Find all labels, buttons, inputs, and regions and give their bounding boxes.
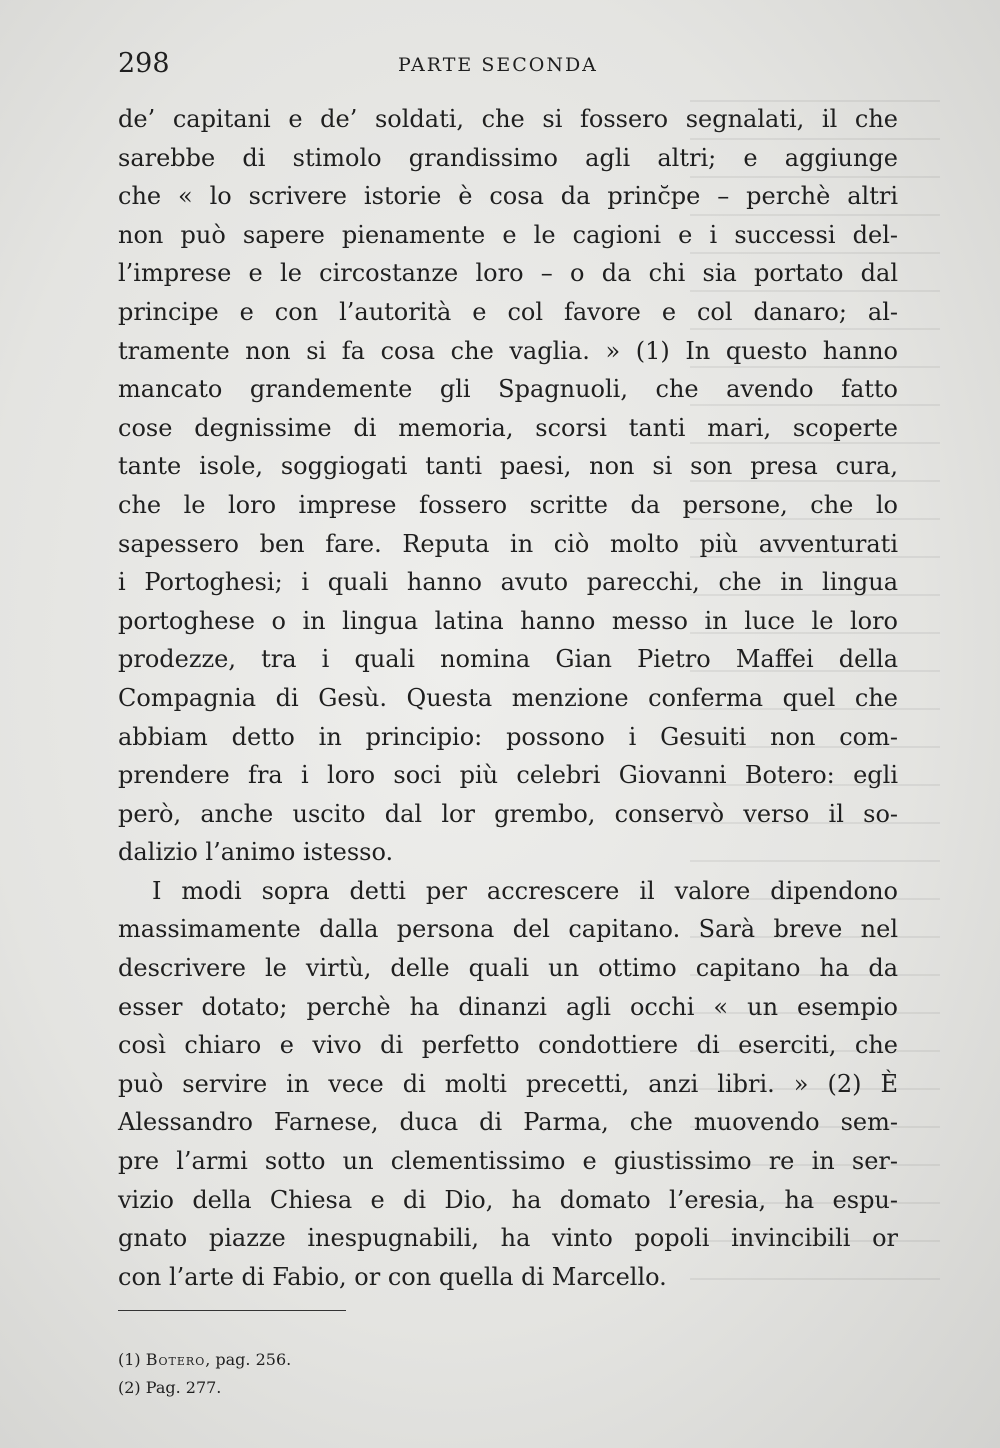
text-line: può servire in vece di molti precetti, anzi libri. » (2) È bbox=[118, 1069, 898, 1098]
body-text bbox=[118, 100, 898, 1296]
page-number: 298 bbox=[118, 48, 170, 79]
footnote-text: Pag. 277. bbox=[145, 1378, 222, 1397]
text-line: non può sapere pienamente e le cagioni e i successi del- bbox=[118, 220, 898, 249]
text-line: prodezze, tra i quali nomina Gian Pietro Maffei della bbox=[118, 645, 898, 674]
text-line: tante isole, soggiogati tanti paesi, non si son presa cura, bbox=[118, 452, 898, 481]
footnote-marker: (2) bbox=[118, 1378, 141, 1397]
footnote-text: , pag. 256. bbox=[205, 1350, 292, 1369]
text-line: così chiaro e vivo di perfetto condottiere di eserciti, che bbox=[118, 1031, 898, 1060]
text-line: l’imprese e le circostanze loro – o da chi sia portato dal bbox=[118, 259, 898, 288]
paragraph-start-line: I modi sopra detti per accrescere il valore dipendono bbox=[152, 876, 898, 905]
text-line: de’ capitani e de’ soldati, che si fossero segnalati, il che bbox=[118, 105, 898, 133]
footnote-marker: (1) bbox=[118, 1350, 141, 1369]
text-line: che le loro imprese fossero scritte da persone, che lo bbox=[118, 490, 898, 519]
text-line: vizio della Chiesa e di Dio, ha domato l’eresia, ha espu- bbox=[118, 1185, 898, 1214]
text-line: prendere fra i loro soci più celebri Giovanni Botero: egli bbox=[118, 761, 898, 790]
running-head: PARTE SECONDA bbox=[398, 54, 598, 76]
text-line: principe e con l’autorità e col favore e col danaro; al- bbox=[118, 297, 898, 326]
text-line: però, anche uscito dal lor grembo, conservò verso il so- bbox=[118, 799, 898, 828]
text-line: Compagnia di Gesù. Questa menzione conferma quel che bbox=[118, 683, 898, 712]
footnote-author: Botero bbox=[145, 1350, 206, 1369]
footnotes bbox=[118, 1346, 718, 1402]
text-line: descrivere le virtù, delle quali un ottimo capitano ha da bbox=[118, 954, 898, 983]
text-line: esser dotato; perchè ha dinanzi agli occhi « un esempio bbox=[118, 992, 898, 1021]
text-line: Alessandro Farnese, duca di Parma, che muovendo sem- bbox=[118, 1108, 898, 1137]
footnote-2 bbox=[118, 1374, 718, 1402]
text-line: sapessero ben fare. Reputa in ciò molto più avventurati bbox=[118, 529, 898, 558]
text-line: con l’arte di Fabio, or con quella di Marcello. bbox=[118, 1262, 667, 1291]
text-line: cose degnissime di memoria, scorsi tanti mari, scoperte bbox=[118, 413, 898, 442]
text-line: mancato grandemente gli Spagnuoli, che avendo fatto bbox=[118, 375, 898, 404]
text-line: che « lo scrivere istorie è cosa da princ̆pe – perchè altri bbox=[118, 182, 898, 211]
text-line: dalizio l’animo istesso. bbox=[118, 838, 394, 867]
text-line: tramente non si fa cosa che vaglia. » (1) In questo hanno bbox=[118, 336, 898, 365]
page-header bbox=[118, 48, 898, 84]
text-line: portoghese o in lingua latina hanno messo in luce le loro bbox=[118, 606, 898, 635]
text-line: sarebbe di stimolo grandissimo agli altri; e aggiunge bbox=[118, 143, 898, 172]
text-line: gnato piazze inespugnabili, ha vinto popoli invincibili or bbox=[118, 1224, 898, 1253]
text-line: massimamente dalla persona del capitano. Sarà breve nel bbox=[118, 915, 898, 944]
text-line: abbiam detto in principio: possono i Gesuiti non com- bbox=[118, 722, 898, 751]
footnote-1 bbox=[118, 1346, 718, 1374]
footnote-rule bbox=[118, 1310, 346, 1311]
text-line: i Portoghesi; i quali hanno avuto parecchi, che in lingua bbox=[118, 568, 898, 597]
text-line: pre l’armi sotto un clementissimo e giustissimo re in ser- bbox=[118, 1147, 898, 1176]
